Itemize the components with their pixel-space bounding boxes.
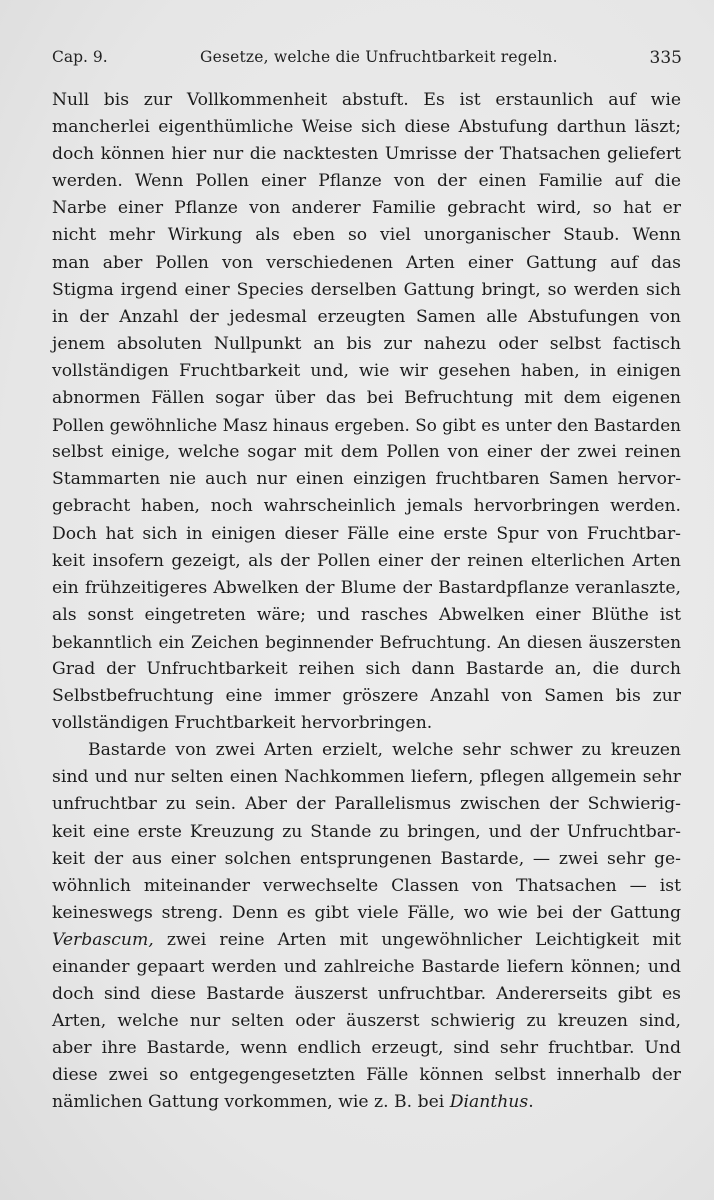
text-line: Null bis zur Vollkommenheit abstuft. Es ist erstaunlich auf wie	[52, 90, 681, 110]
text-line: vollständigen Fruchtbarkeit hervorbringen.	[52, 713, 433, 734]
text-line: abnormen Fällen sogar über das bei Befruchtung mit dem eigenen	[52, 388, 681, 409]
text-line: doch sind diese Bastarde äuszerst unfruchtbar. Andererseits gibt es	[52, 984, 681, 1005]
text-line: Pollen gewöhnliche Masz hinaus ergeben. So gibt es unter den Bastarden	[52, 415, 681, 436]
text-line: gebracht haben, noch wahrscheinlich jemals hervorbringen werden.	[52, 496, 681, 517]
text-line: einander gepaart werden und zahlreiche Bastarde liefern können; und	[52, 957, 681, 977]
text-line: Stammarten nie auch nur einen einzigen fruchtbaren Samen hervor-	[52, 469, 681, 490]
text-line: wöhnlich miteinander verwechselte Classen von Thatsachen — ist	[52, 875, 681, 896]
text-line: keit eine erste Kreuzung zu Stande zu bringen, und der Unfruchtbar-	[52, 821, 681, 842]
text-line: werden. Wenn Pollen einer Pflanze von der einen Familie auf die	[52, 171, 681, 192]
text-fragment: zwei reine Arten mit ungewöhnlicher Leichtigkeit mit	[153, 929, 681, 950]
text-line: keit der aus einer solchen entsprungenen Bastarde, — zwei sehr ge-	[52, 848, 681, 869]
text-line: unfruchtbar zu sein. Aber der Parallelismus zwischen der Schwierig-	[52, 794, 681, 815]
text-line: Stigma irgend einer Species derselben Gattung bringt, so werden sich	[52, 279, 681, 300]
text-line: Narbe einer Pflanze von anderer Familie gebracht wird, so hat er	[52, 198, 681, 219]
text-line: Arten, welche nur selten oder äuszerst schwierig zu kreuzen sind,	[52, 1011, 681, 1032]
text-line: man aber Pollen von verschiedenen Arten einer Gattung auf das	[52, 252, 681, 273]
text-line: Selbstbefruchtung eine immer gröszere Anzahl von Samen bis zur	[52, 686, 681, 707]
paragraph-2	[52, 737, 681, 1116]
text-line: sind und nur selten einen Nachkommen liefern, pflegen allgemein sehr	[52, 767, 681, 788]
genus-name: Dianthus	[449, 1092, 529, 1113]
text-line-with-genus	[52, 927, 681, 954]
running-title: Gesetze, welche die Unfruchtbarkeit regeln.	[200, 48, 558, 66]
text-line: aber ihre Bastarde, wenn endlich erzeugt, sind sehr fruchtbar. Und	[52, 1038, 681, 1059]
text-line: bekanntlich ein Zeichen beginnender Befruchtung. An diesen äuszersten	[52, 631, 681, 652]
text-line: jenem absoluten Nullpunkt an bis zur nahezu oder selbst factisch	[52, 333, 681, 354]
text-line: in der Anzahl der jedesmal erzeugten Samen alle Abstufungen von	[52, 306, 681, 327]
text-fragment: nämlichen Gattung vorkommen, wie z. B. bei	[52, 1092, 450, 1113]
body-text	[52, 87, 681, 1117]
text-line: Doch hat sich in einigen dieser Fälle eine erste Spur von Fruchtbar-	[52, 523, 681, 544]
paragraph-1	[52, 87, 681, 737]
text-line: vollständigen Fruchtbarkeit und, wie wir gesehen haben, in einigen	[52, 360, 681, 381]
text-line: selbst einige, welche sogar mit dem Pollen von einer der zwei reinen	[52, 442, 681, 463]
running-header	[52, 48, 682, 72]
chapter-label: Cap. 9.	[52, 48, 108, 66]
text-line: diese zwei so entgegengesetzten Fälle können selbst innerhalb der	[52, 1065, 681, 1086]
text-line: Grad der Unfruchtbarkeit reihen sich dann Bastarde an, die durch	[52, 658, 681, 679]
text-fragment: .	[528, 1092, 534, 1113]
page-number: 335	[649, 48, 682, 68]
genus-name: Verbascum,	[52, 929, 154, 950]
text-line: als sonst eingetreten wäre; und rasches Abwelken einer Blüthe ist	[52, 604, 681, 625]
text-line-with-genus	[52, 1089, 681, 1116]
text-line: keit insofern gezeigt, als der Pollen einer der reinen elterlichen Arten	[52, 550, 681, 571]
text-line: Bastarde von zwei Arten erzielt, welche sehr schwer zu kreuzen	[88, 740, 681, 761]
text-line: nicht mehr Wirkung als eben so viel unorganischer Staub. Wenn	[52, 225, 681, 246]
text-line: doch können hier nur die nacktesten Umrisse der Thatsachen geliefert	[52, 144, 681, 165]
text-line: ein frühzeitigeres Abwelken der Blume der Bastardpflanze veranlaszte,	[52, 577, 681, 598]
text-line: mancherlei eigenthümliche Weise sich diese Abstufung darthun läszt;	[52, 117, 681, 138]
text-line: keineswegs streng. Denn es gibt viele Fälle, wo wie bei der Gattung	[52, 902, 681, 923]
